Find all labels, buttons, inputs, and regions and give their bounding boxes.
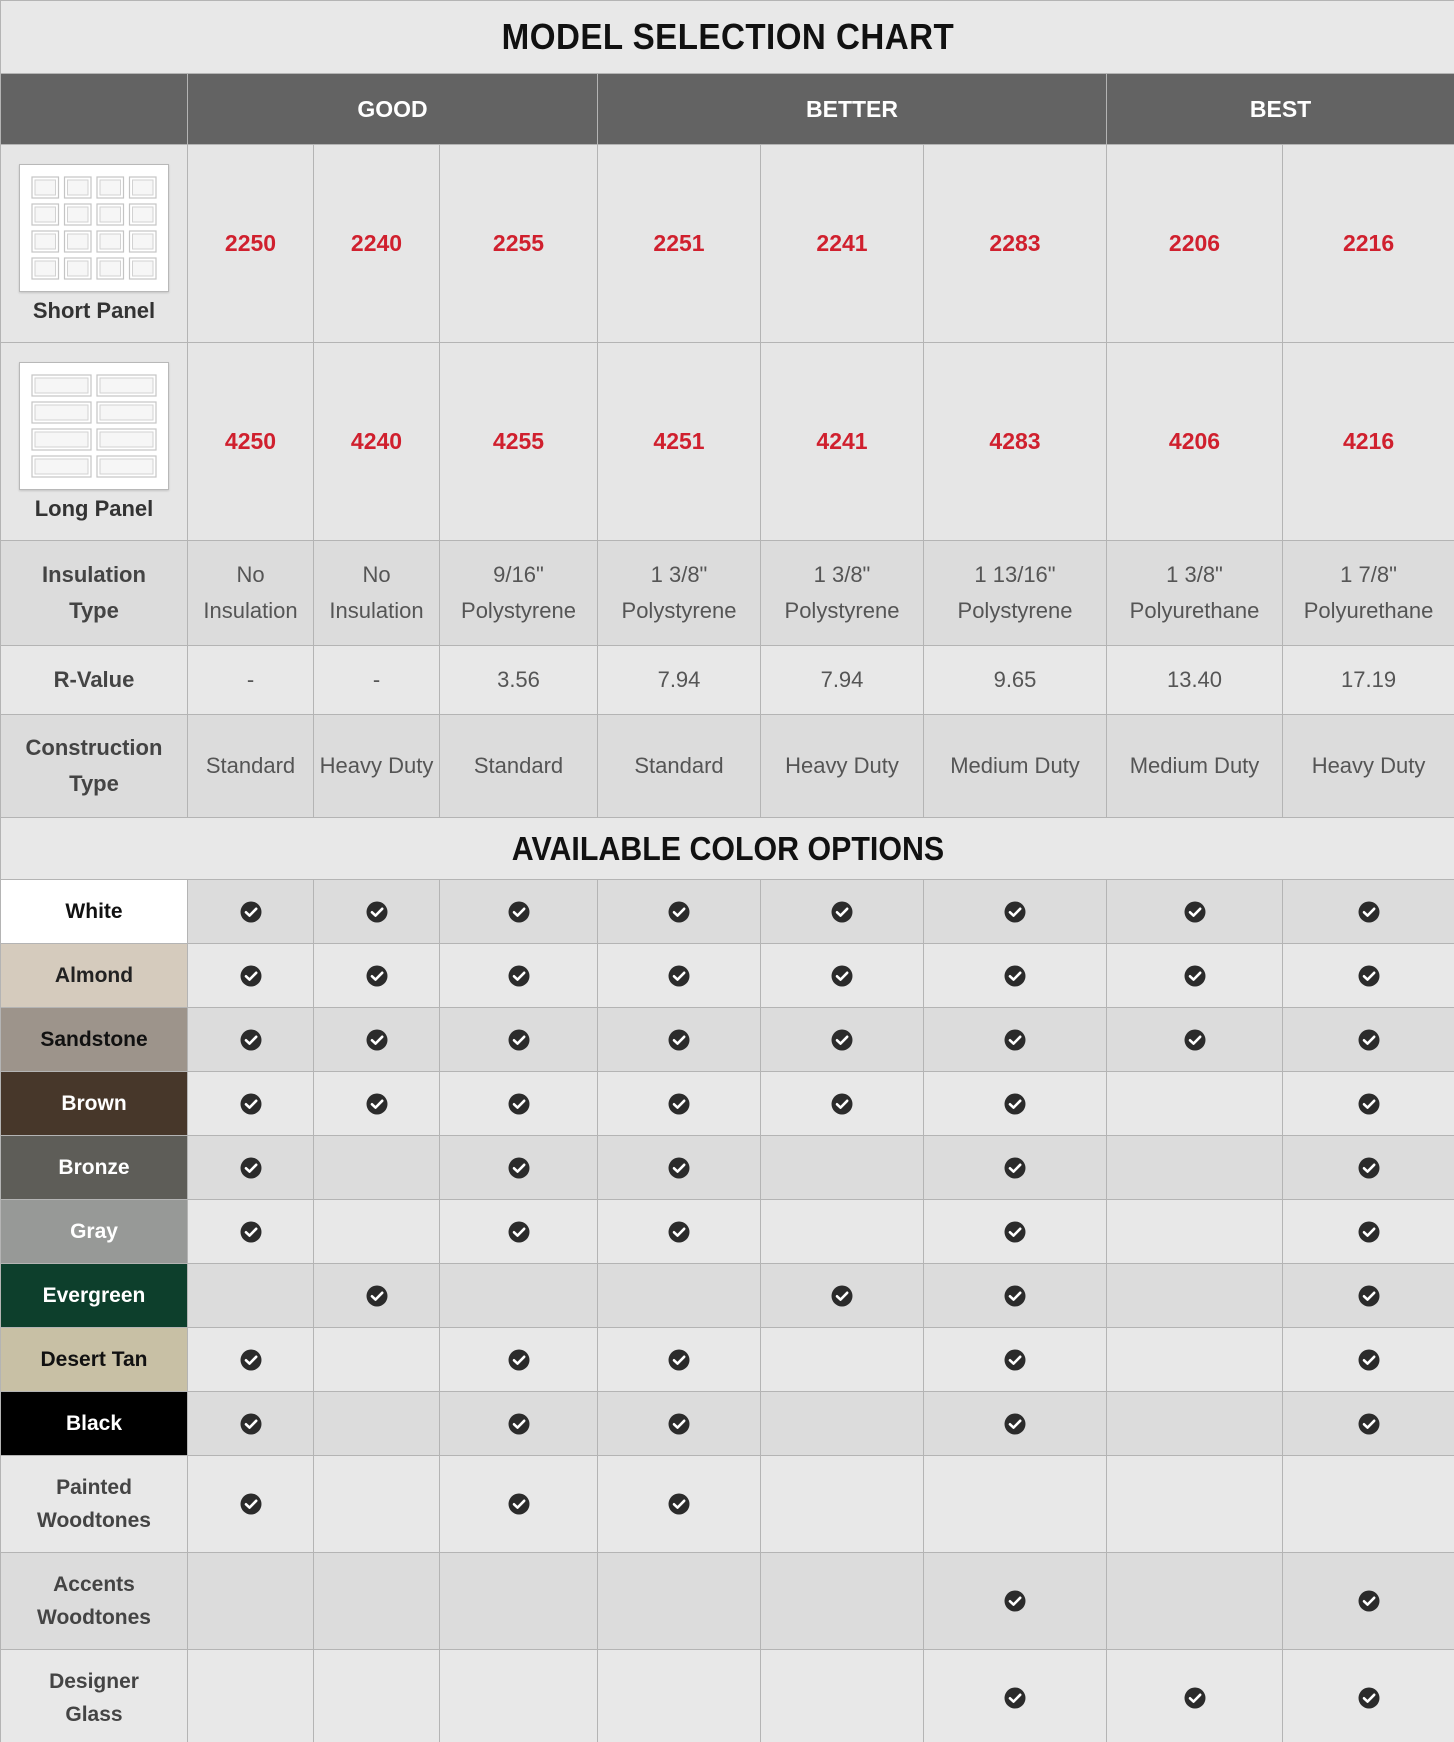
model-number: 4241 — [761, 343, 924, 541]
check-circle-icon — [1358, 1590, 1380, 1612]
check-circle-icon — [1358, 1413, 1380, 1435]
spec-value — [598, 541, 761, 646]
spec-value-text: 1 3/8" Polystyrene — [784, 562, 900, 623]
check-circle-icon — [1004, 1285, 1026, 1307]
check-circle-icon — [1184, 1029, 1206, 1051]
color-available-cell — [188, 1392, 314, 1456]
model-number: 4255 — [440, 343, 598, 541]
spec-value — [440, 646, 598, 715]
panel-row-long — [1, 343, 1454, 541]
spec-label-text: Insulation Type — [42, 562, 146, 623]
color-unavailable-cell — [314, 1136, 440, 1200]
color-unavailable-cell — [1107, 1072, 1283, 1136]
color-available-cell — [598, 880, 761, 944]
check-circle-icon — [1004, 1093, 1026, 1115]
color-available-cell — [598, 1456, 761, 1553]
check-circle-icon — [1358, 1687, 1380, 1709]
spec-value-text: 13.40 — [1166, 667, 1223, 692]
panel-name: Short Panel — [32, 297, 156, 323]
color-unavailable-cell — [314, 1650, 440, 1742]
check-circle-icon — [240, 1029, 262, 1051]
spec-value-text: - — [246, 667, 255, 692]
color-available-cell — [598, 1072, 761, 1136]
check-circle-icon — [1358, 901, 1380, 923]
color-available-cell — [598, 1392, 761, 1456]
model-number: 2241 — [761, 145, 924, 343]
spec-label-text: Construction Type — [25, 735, 163, 796]
check-circle-icon — [508, 1413, 530, 1435]
color-available-cell — [440, 1328, 598, 1392]
color-available-cell — [1283, 1264, 1454, 1328]
model-number: 4206 — [1107, 343, 1283, 541]
spec-value — [314, 715, 440, 818]
spec-value — [761, 715, 924, 818]
spec-label — [1, 646, 188, 715]
color-unavailable-cell — [188, 1553, 314, 1650]
panel-label-cell — [1, 145, 188, 343]
spec-value-text: - — [372, 667, 381, 692]
check-circle-icon — [240, 1221, 262, 1243]
spec-value-text: 9/16" Polystyrene — [461, 562, 576, 623]
check-circle-icon — [366, 1093, 388, 1115]
color-available-cell — [924, 1200, 1107, 1264]
color-section-row — [1, 818, 1454, 880]
model-number: 2283 — [924, 145, 1107, 343]
spec-value — [924, 541, 1107, 646]
panel-image — [19, 164, 169, 292]
color-unavailable-cell — [314, 1456, 440, 1553]
color-available-cell — [1283, 1200, 1454, 1264]
color-name: Painted Woodtones — [37, 1476, 151, 1532]
color-available-cell — [314, 1008, 440, 1072]
color-available-cell — [440, 880, 598, 944]
check-circle-icon — [1184, 901, 1206, 923]
color-unavailable-cell — [314, 1553, 440, 1650]
color-row — [1, 1200, 1454, 1264]
color-unavailable-cell — [761, 1392, 924, 1456]
color-section-title: AVAILABLE COLOR OPTIONS — [1, 818, 1454, 880]
color-available-cell — [598, 1200, 761, 1264]
model-number: 4283 — [924, 343, 1107, 541]
spec-value — [761, 646, 924, 715]
color-available-cell — [440, 944, 598, 1008]
spec-value-text: 9.65 — [993, 667, 1037, 692]
model-number: 2206 — [1107, 145, 1283, 343]
color-name: Accents Woodtones — [37, 1573, 151, 1629]
check-circle-icon — [366, 901, 388, 923]
spec-row-construction-type — [1, 715, 1454, 818]
spec-value — [1283, 646, 1454, 715]
spec-value-text: Medium Duty — [950, 753, 1080, 778]
spec-value-text: 7.94 — [657, 667, 701, 692]
check-circle-icon — [366, 965, 388, 987]
spec-value-text: 1 3/8" Polyurethane — [1129, 562, 1260, 623]
color-unavailable-cell — [1107, 1553, 1283, 1650]
color-available-cell — [314, 1264, 440, 1328]
color-unavailable-cell — [924, 1456, 1107, 1553]
check-circle-icon — [668, 1093, 690, 1115]
color-available-cell — [924, 1008, 1107, 1072]
color-available-cell — [188, 1328, 314, 1392]
spec-value-text: No Insulation — [329, 562, 424, 623]
color-available-cell — [440, 1456, 598, 1553]
spec-row-insulation-type — [1, 541, 1454, 646]
check-circle-icon — [1004, 1349, 1026, 1371]
color-available-cell — [188, 1008, 314, 1072]
spec-value — [924, 646, 1107, 715]
color-unavailable-cell — [440, 1650, 598, 1742]
check-circle-icon — [1358, 1093, 1380, 1115]
check-circle-icon — [508, 901, 530, 923]
spec-value — [1283, 715, 1454, 818]
color-available-cell — [598, 1008, 761, 1072]
tier-good: GOOD — [188, 74, 598, 145]
color-name: Bronze — [58, 1155, 130, 1179]
color-name: Sandstone — [40, 1027, 148, 1051]
spec-value — [761, 541, 924, 646]
check-circle-icon — [1004, 1413, 1026, 1435]
color-available-cell — [924, 1072, 1107, 1136]
check-circle-icon — [508, 1093, 530, 1115]
model-number: 2251 — [598, 145, 761, 343]
color-available-cell — [924, 880, 1107, 944]
color-available-cell — [188, 944, 314, 1008]
color-name: Black — [65, 1411, 123, 1435]
spec-value — [188, 715, 314, 818]
color-name: Almond — [54, 963, 134, 987]
color-swatch — [1, 1456, 188, 1553]
color-name: Gray — [70, 1219, 118, 1243]
spec-value — [440, 715, 598, 818]
model-number: 2240 — [314, 145, 440, 343]
spec-value-text: 1 7/8" Polyurethane — [1303, 562, 1434, 623]
check-circle-icon — [1004, 1687, 1026, 1709]
spec-value — [1107, 646, 1283, 715]
model-number: 2216 — [1283, 145, 1454, 343]
check-circle-icon — [831, 965, 853, 987]
color-row — [1, 1072, 1454, 1136]
color-available-cell — [761, 1264, 924, 1328]
check-circle-icon — [240, 1493, 262, 1515]
color-unavailable-cell — [761, 1136, 924, 1200]
color-available-cell — [188, 1456, 314, 1553]
check-circle-icon — [1358, 1349, 1380, 1371]
color-unavailable-cell — [761, 1328, 924, 1392]
color-available-cell — [314, 1072, 440, 1136]
spec-row-r-value — [1, 646, 1454, 715]
check-circle-icon — [668, 1413, 690, 1435]
check-circle-icon — [240, 1413, 262, 1435]
check-circle-icon — [668, 1029, 690, 1051]
color-unavailable-cell — [188, 1650, 314, 1742]
color-name: Brown — [61, 1091, 127, 1115]
color-available-cell — [761, 880, 924, 944]
check-circle-icon — [240, 1093, 262, 1115]
check-circle-icon — [1004, 1590, 1026, 1612]
check-circle-icon — [831, 901, 853, 923]
color-available-cell — [1283, 1328, 1454, 1392]
check-circle-icon — [1004, 1157, 1026, 1179]
spec-value-text: Medium Duty — [1129, 753, 1260, 778]
check-circle-icon — [668, 1493, 690, 1515]
color-available-cell — [1283, 880, 1454, 944]
spec-label — [1, 541, 188, 646]
color-available-cell — [1283, 1072, 1454, 1136]
color-unavailable-cell — [1283, 1456, 1454, 1553]
check-circle-icon — [668, 965, 690, 987]
model-number: 2250 — [188, 145, 314, 343]
panel-row-short — [1, 145, 1454, 343]
color-row — [1, 1456, 1454, 1553]
color-available-cell — [188, 1136, 314, 1200]
color-swatch — [1, 1553, 188, 1650]
panel-name: Long Panel — [34, 495, 154, 521]
color-swatch — [1, 1392, 188, 1456]
check-circle-icon — [240, 1349, 262, 1371]
color-row — [1, 1553, 1454, 1650]
check-circle-icon — [508, 1157, 530, 1179]
spec-value-text: 3.56 — [497, 667, 540, 692]
color-available-cell — [1283, 1553, 1454, 1650]
color-available-cell — [924, 1650, 1107, 1742]
color-unavailable-cell — [1107, 1136, 1283, 1200]
spec-value — [188, 541, 314, 646]
spec-value-text: 17.19 — [1341, 667, 1397, 692]
color-available-cell — [1107, 1650, 1283, 1742]
color-name: Designer Glass — [49, 1670, 139, 1726]
spec-value-text: Standard — [473, 753, 564, 778]
check-circle-icon — [668, 1221, 690, 1243]
color-available-cell — [1107, 1008, 1283, 1072]
color-available-cell — [1107, 880, 1283, 944]
check-circle-icon — [1358, 965, 1380, 987]
color-swatch — [1, 1328, 188, 1392]
color-available-cell — [598, 944, 761, 1008]
color-row — [1, 1008, 1454, 1072]
color-unavailable-cell — [1107, 1456, 1283, 1553]
color-unavailable-cell — [188, 1264, 314, 1328]
color-available-cell — [188, 1200, 314, 1264]
model-number: 4216 — [1283, 343, 1454, 541]
color-available-cell — [761, 1008, 924, 1072]
color-unavailable-cell — [440, 1264, 598, 1328]
spec-value-text: Standard — [634, 753, 724, 778]
color-row — [1, 1328, 1454, 1392]
check-circle-icon — [1004, 901, 1026, 923]
short-panel-door-icon — [26, 171, 162, 285]
color-unavailable-cell — [440, 1553, 598, 1650]
color-available-cell — [598, 1136, 761, 1200]
check-circle-icon — [240, 901, 262, 923]
check-circle-icon — [668, 1157, 690, 1179]
tier-better: BETTER — [598, 74, 1107, 145]
color-available-cell — [440, 1200, 598, 1264]
check-circle-icon — [508, 1493, 530, 1515]
check-circle-icon — [1184, 1687, 1206, 1709]
check-circle-icon — [366, 1285, 388, 1307]
spec-value — [1283, 541, 1454, 646]
color-available-cell — [761, 1072, 924, 1136]
check-circle-icon — [508, 1029, 530, 1051]
color-row — [1, 944, 1454, 1008]
color-available-cell — [924, 1392, 1107, 1456]
spec-value-text: No Insulation — [203, 562, 298, 623]
color-available-cell — [924, 1328, 1107, 1392]
color-available-cell — [440, 1392, 598, 1456]
color-row — [1, 880, 1454, 944]
color-unavailable-cell — [761, 1650, 924, 1742]
color-available-cell — [1283, 1650, 1454, 1742]
color-available-cell — [188, 1072, 314, 1136]
check-circle-icon — [240, 965, 262, 987]
check-circle-icon — [1358, 1029, 1380, 1051]
color-available-cell — [924, 1553, 1107, 1650]
color-swatch — [1, 1008, 188, 1072]
color-swatch — [1, 1072, 188, 1136]
color-unavailable-cell — [314, 1200, 440, 1264]
color-unavailable-cell — [1107, 1392, 1283, 1456]
color-available-cell — [924, 1264, 1107, 1328]
model-number: 4251 — [598, 343, 761, 541]
tier-header-row — [1, 74, 1454, 145]
color-unavailable-cell — [1107, 1328, 1283, 1392]
spec-label-text: R-Value — [53, 667, 135, 692]
color-unavailable-cell — [598, 1650, 761, 1742]
color-unavailable-cell — [761, 1553, 924, 1650]
color-row — [1, 1264, 1454, 1328]
panel-label-cell — [1, 343, 188, 541]
spec-value-text: 7.94 — [820, 667, 864, 692]
color-available-cell — [1107, 944, 1283, 1008]
spec-value — [314, 646, 440, 715]
color-swatch — [1, 1200, 188, 1264]
color-unavailable-cell — [761, 1200, 924, 1264]
panel-image — [19, 362, 169, 490]
check-circle-icon — [1184, 965, 1206, 987]
model-number: 2255 — [440, 145, 598, 343]
model-number: 4250 — [188, 343, 314, 541]
color-unavailable-cell — [1107, 1264, 1283, 1328]
spec-value-text: Heavy Duty — [1311, 753, 1426, 778]
check-circle-icon — [831, 1029, 853, 1051]
color-available-cell — [1283, 1136, 1454, 1200]
color-available-cell — [440, 1008, 598, 1072]
check-circle-icon — [366, 1029, 388, 1051]
spec-value — [924, 715, 1107, 818]
spec-value — [188, 646, 314, 715]
tier-best: BEST — [1107, 74, 1454, 145]
color-swatch — [1, 1136, 188, 1200]
check-circle-icon — [1004, 1221, 1026, 1243]
check-circle-icon — [1358, 1285, 1380, 1307]
long-panel-door-icon — [26, 369, 162, 483]
color-available-cell — [188, 880, 314, 944]
color-unavailable-cell — [314, 1392, 440, 1456]
spec-value — [598, 715, 761, 818]
check-circle-icon — [1004, 1029, 1026, 1051]
spec-value — [598, 646, 761, 715]
check-circle-icon — [508, 965, 530, 987]
check-circle-icon — [240, 1157, 262, 1179]
color-swatch — [1, 880, 188, 944]
color-available-cell — [924, 1136, 1107, 1200]
check-circle-icon — [1004, 965, 1026, 987]
check-circle-icon — [668, 901, 690, 923]
color-name: Desert Tan — [40, 1347, 148, 1371]
spec-value — [1107, 715, 1283, 818]
color-name: White — [65, 899, 123, 923]
color-available-cell — [1283, 944, 1454, 1008]
model-number: 4240 — [314, 343, 440, 541]
spec-value-text: 1 3/8" Polystyrene — [621, 562, 737, 623]
color-unavailable-cell — [314, 1328, 440, 1392]
check-circle-icon — [668, 1349, 690, 1371]
color-available-cell — [440, 1136, 598, 1200]
check-circle-icon — [508, 1349, 530, 1371]
color-unavailable-cell — [761, 1456, 924, 1553]
spec-value — [1107, 541, 1283, 646]
spec-value-text: Heavy Duty — [319, 753, 434, 778]
check-circle-icon — [1358, 1221, 1380, 1243]
chart-title: MODEL SELECTION CHART — [1, 1, 1454, 74]
check-circle-icon — [831, 1285, 853, 1307]
color-row — [1, 1650, 1454, 1742]
check-circle-icon — [508, 1221, 530, 1243]
spec-value — [314, 541, 440, 646]
spec-value-text: 1 13/16" Polystyrene — [957, 562, 1073, 623]
spec-value — [440, 541, 598, 646]
color-available-cell — [440, 1072, 598, 1136]
color-unavailable-cell — [1107, 1200, 1283, 1264]
color-swatch — [1, 944, 188, 1008]
color-available-cell — [1283, 1008, 1454, 1072]
spec-value-text: Standard — [205, 753, 296, 778]
tier-header-blank — [1, 74, 188, 145]
color-available-cell — [314, 880, 440, 944]
color-available-cell — [314, 944, 440, 1008]
color-swatch — [1, 1264, 188, 1328]
color-available-cell — [924, 944, 1107, 1008]
color-swatch — [1, 1650, 188, 1742]
color-available-cell — [1283, 1392, 1454, 1456]
color-name: Evergreen — [42, 1283, 146, 1307]
check-circle-icon — [1358, 1157, 1380, 1179]
color-row — [1, 1392, 1454, 1456]
color-unavailable-cell — [598, 1553, 761, 1650]
check-circle-icon — [831, 1093, 853, 1115]
color-unavailable-cell — [598, 1264, 761, 1328]
color-available-cell — [598, 1328, 761, 1392]
color-available-cell — [761, 944, 924, 1008]
color-row — [1, 1136, 1454, 1200]
spec-value-text: Heavy Duty — [785, 753, 899, 778]
spec-label — [1, 715, 188, 818]
